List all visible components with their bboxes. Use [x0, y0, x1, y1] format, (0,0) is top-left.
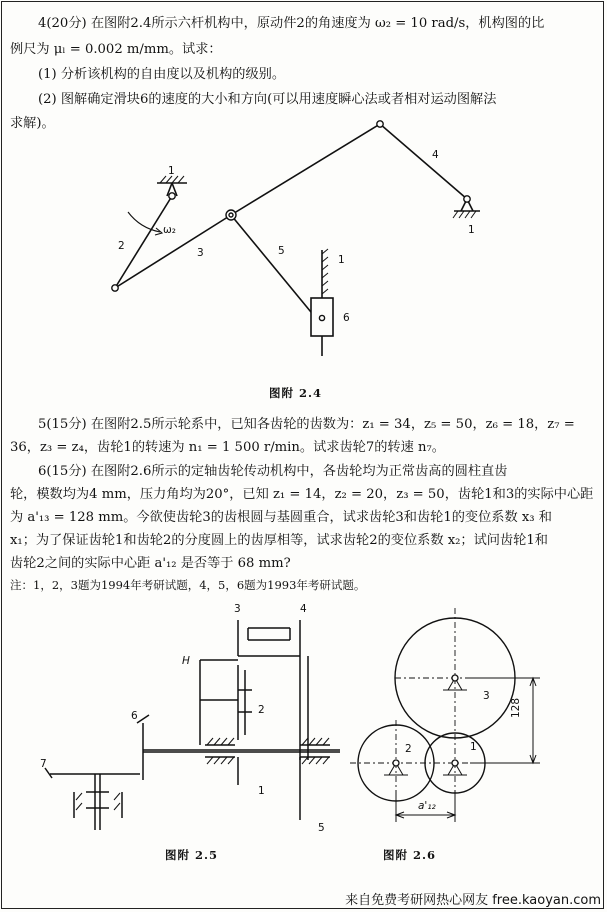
problem6-line2: 轮，模数均为4 mm，压力角均为20°，已知 z₁ = 14，z₂ = 20，z₃ = 50，齿轮1和3的实际中心距: [10, 487, 594, 502]
fig24-label-link5: 5: [278, 245, 285, 257]
problem4-question2a: (2) 图解确定滑块6的速度的大小和方向(可以用速度瞬心法或者相对运动图解法: [38, 92, 497, 107]
fig24-label-ground1: 1: [168, 165, 175, 177]
problem5-line1: 5(15分) 在图附2.5所示轮系中，已知各齿轮的齿数为：z₁ = 34，z₅ = 50，z₆ = 18，z₇ =: [38, 417, 575, 432]
footer-watermark: 来自免费考研网热心网友 free.kaoyan.com: [345, 893, 601, 908]
fig24-label-link2: 2: [118, 240, 125, 252]
problem4-question2b: 求解)。: [10, 116, 55, 131]
fig25-label-g7: 7: [40, 758, 47, 770]
problem6-line3: 为 a'₁₃ = 128 mm。今欲使齿轮3的齿根圆与基圆重合，试求齿轮3和齿轮1的变位系数 x₃ 和: [10, 510, 552, 525]
exam-note: 注：1，2，3题为1994年考研试题，4，5，6题为1993年考研试题。: [10, 578, 366, 592]
problem5-line2: 36，z₃ = z₄，齿轮1的转速为 n₁ = 1 500 r/min。试求齿轮7的转速 n₇。: [10, 440, 445, 455]
fig26-label-g3: 3: [483, 690, 490, 702]
problem6-line1: 6(15分) 在图附2.6所示的定轴齿轮传动机构中，各齿轮均为正常齿高的圆柱直齿: [38, 464, 508, 479]
fig26-dimension-a12: a'₁₂: [418, 800, 436, 812]
fig26-caption: 图附 2.6: [383, 848, 437, 862]
fig25-label-g3: 3: [234, 603, 241, 615]
problem6-line5: 齿轮2之间的实际中心距 a'₁₂ 是否等于 68 mm?: [10, 556, 291, 571]
fig24-caption: 图附 2.4: [269, 386, 323, 400]
fig26-dimension-128: 128: [510, 697, 522, 718]
fig25-label-carrier-h: H: [182, 655, 190, 667]
problem4-question1: (1) 分析该机构的自由度以及机构的级别。: [38, 67, 286, 82]
fig24-label-link3: 3: [197, 247, 204, 259]
fig24-label-ground-slider: 1: [338, 254, 345, 266]
fig24-label-ground-right: 1: [468, 224, 475, 236]
fig24-label-link4: 4: [432, 149, 439, 161]
problem4-line1: 4(20分) 在图附2.4所示六杆机构中，原动件2的角速度为 ω₂ = 10 rad/s，机构图的比: [38, 16, 545, 31]
fig26-label-g1: 1: [470, 741, 477, 753]
problem6-line4: x₁；为了保证齿轮1和齿轮2的分度圆上的齿厚相等，试求齿轮2的变位系数 x₂；试问齿轮1和: [10, 533, 548, 548]
fig25-label-g1: 1: [258, 785, 265, 797]
page-border: [1, 1, 604, 909]
fig25-caption: 图附 2.5: [165, 848, 219, 862]
fig25-label-g4: 4: [300, 603, 307, 615]
fig26-label-g2: 2: [405, 743, 412, 755]
problem4-line2: 例尺为 μₗ = 0.002 m/mm。试求：: [10, 42, 222, 57]
fig25-label-g6: 6: [131, 710, 138, 722]
fig25-label-g5: 5: [318, 822, 325, 834]
fig24-label-omega: ω₂: [163, 224, 177, 236]
fig25-label-g2: 2: [258, 704, 265, 716]
fig24-label-slider: 6: [343, 312, 350, 324]
